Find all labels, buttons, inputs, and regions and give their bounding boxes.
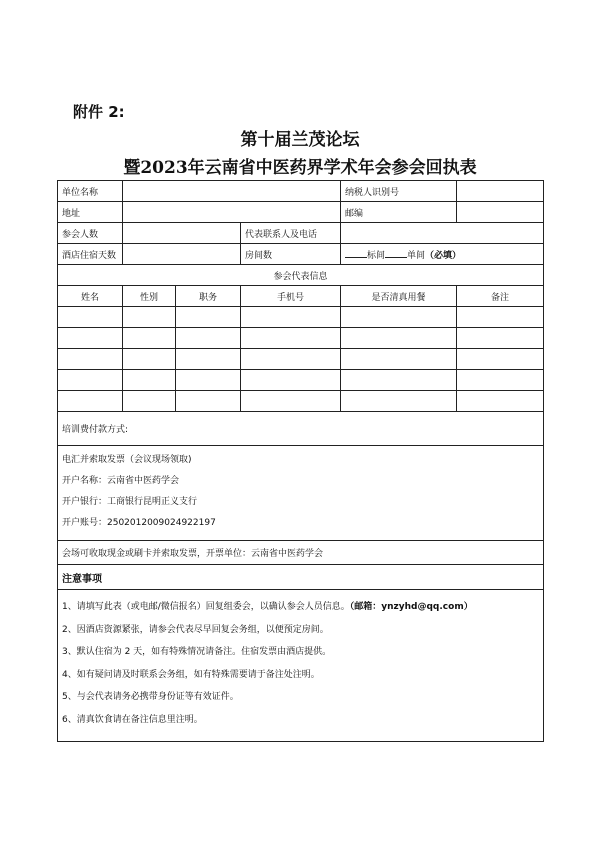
- name-cell[interactable]: [58, 328, 123, 349]
- remarks-cell[interactable]: [457, 328, 544, 349]
- remarks-cell[interactable]: [457, 349, 544, 370]
- notes-list: [58, 590, 544, 742]
- attendees-field[interactable]: [123, 223, 241, 244]
- halal-cell[interactable]: [341, 349, 457, 370]
- document-title: 第十届兰茂论坛: [240, 130, 360, 150]
- contact-field[interactable]: [341, 223, 544, 244]
- name-cell[interactable]: [58, 307, 123, 328]
- position-cell[interactable]: [176, 391, 241, 412]
- remarks-cell[interactable]: [457, 391, 544, 412]
- halal-cell[interactable]: [341, 328, 457, 349]
- phone-cell[interactable]: [241, 328, 341, 349]
- rooms-label: 房间数: [241, 244, 341, 265]
- unit-name-label: 单位名称: [58, 181, 123, 202]
- note-item: 2、因酒店资源紧张，请参会代表尽早回复会务组，以便预定房间。: [62, 624, 329, 635]
- registration-form: [57, 180, 544, 742]
- phone-cell[interactable]: [241, 370, 341, 391]
- attachment-label: 附件 2:: [73, 103, 125, 121]
- invoice-text: 电汇并索取发票（会议现场领取): [62, 455, 192, 465]
- gender-cell[interactable]: [123, 370, 176, 391]
- name-cell[interactable]: [58, 349, 123, 370]
- position-cell[interactable]: [176, 370, 241, 391]
- note-item: 5、与会代表请务必携带身份证等有效证件。: [62, 692, 239, 702]
- standard-room-label: 标间: [367, 250, 386, 261]
- taxpayer-id-label: 纳税人识别号: [341, 181, 457, 202]
- phone-cell[interactable]: [241, 349, 341, 370]
- halal-cell[interactable]: [341, 370, 457, 391]
- address-field[interactable]: [123, 202, 341, 223]
- unit-name-field[interactable]: [123, 181, 341, 202]
- postcode-label: 邮编: [341, 202, 457, 223]
- note-item: 6、清真饮食请在备注信息里注明。: [62, 714, 203, 725]
- onsite-payment-text: 会场可收取现金或刷卡并索取发票，开票单位：云南省中医药学会: [58, 541, 544, 565]
- phone-cell[interactable]: [241, 391, 341, 412]
- column-header: 职务: [176, 286, 241, 307]
- table-row: [58, 370, 544, 391]
- name-cell[interactable]: [58, 370, 123, 391]
- note-text: 1、请填写此表（或电邮/微信报名）回复组委会，以确认参会人员信息。: [62, 602, 350, 612]
- remarks-cell[interactable]: [457, 307, 544, 328]
- column-header: 手机号: [241, 286, 341, 307]
- column-header: 是否清真用餐: [341, 286, 457, 307]
- payment-method-label: 培训费付款方式:: [58, 412, 544, 446]
- phone-cell[interactable]: [241, 307, 341, 328]
- gender-cell[interactable]: [123, 391, 176, 412]
- note-item: 3、默认住宿为 2 天，如有特殊情况请备注。住宿发票由酒店提供。: [62, 647, 332, 657]
- account-name-text: 开户名称：云南省中医药学会: [62, 476, 180, 486]
- table-row: [58, 349, 544, 370]
- postcode-field[interactable]: [457, 202, 544, 223]
- email-note: （邮箱：ynzyhd@qq.com）: [349, 602, 473, 612]
- note-item: [62, 596, 539, 619]
- notes-title: 注意事项: [58, 565, 544, 590]
- hotel-days-field[interactable]: [123, 244, 241, 265]
- halal-cell[interactable]: [341, 307, 457, 328]
- position-cell[interactable]: [176, 349, 241, 370]
- table-row: [58, 391, 544, 412]
- document-subtitle: 暨2023年云南省中医药界学术年会参会回执表: [123, 158, 477, 178]
- payment-details: [58, 446, 544, 541]
- gender-cell[interactable]: [123, 307, 176, 328]
- note-item: 4、如有疑问请及时联系会务组，如有特殊需要请于备注处注明。: [62, 669, 320, 680]
- position-cell[interactable]: [176, 307, 241, 328]
- single-room-label: 单间: [407, 250, 426, 261]
- table-row: [58, 328, 544, 349]
- column-header: 姓名: [58, 286, 123, 307]
- attendees-label: 参会人数: [58, 223, 123, 244]
- address-label: 地址: [58, 202, 123, 223]
- gender-cell[interactable]: [123, 349, 176, 370]
- hotel-days-label: 酒店住宿天数: [58, 244, 123, 265]
- rooms-field[interactable]: [341, 244, 544, 265]
- required-note: （必填）: [425, 250, 462, 261]
- contact-label: 代表联系人及电话: [241, 223, 341, 244]
- gender-cell[interactable]: [123, 328, 176, 349]
- table-row: [58, 307, 544, 328]
- taxpayer-id-field[interactable]: [457, 181, 544, 202]
- account-number-text: 开户账号：2502012009024922197: [62, 518, 216, 528]
- remarks-cell[interactable]: [457, 370, 544, 391]
- column-header: 性别: [123, 286, 176, 307]
- halal-cell[interactable]: [341, 391, 457, 412]
- name-cell[interactable]: [58, 391, 123, 412]
- position-cell[interactable]: [176, 328, 241, 349]
- column-header: 备注: [457, 286, 544, 307]
- reps-section-title: 参会代表信息: [58, 265, 544, 286]
- single-room-blank[interactable]: [385, 248, 407, 258]
- standard-room-blank[interactable]: [345, 248, 367, 258]
- bank-text: 开户银行：工商银行昆明正义支行: [62, 497, 198, 507]
